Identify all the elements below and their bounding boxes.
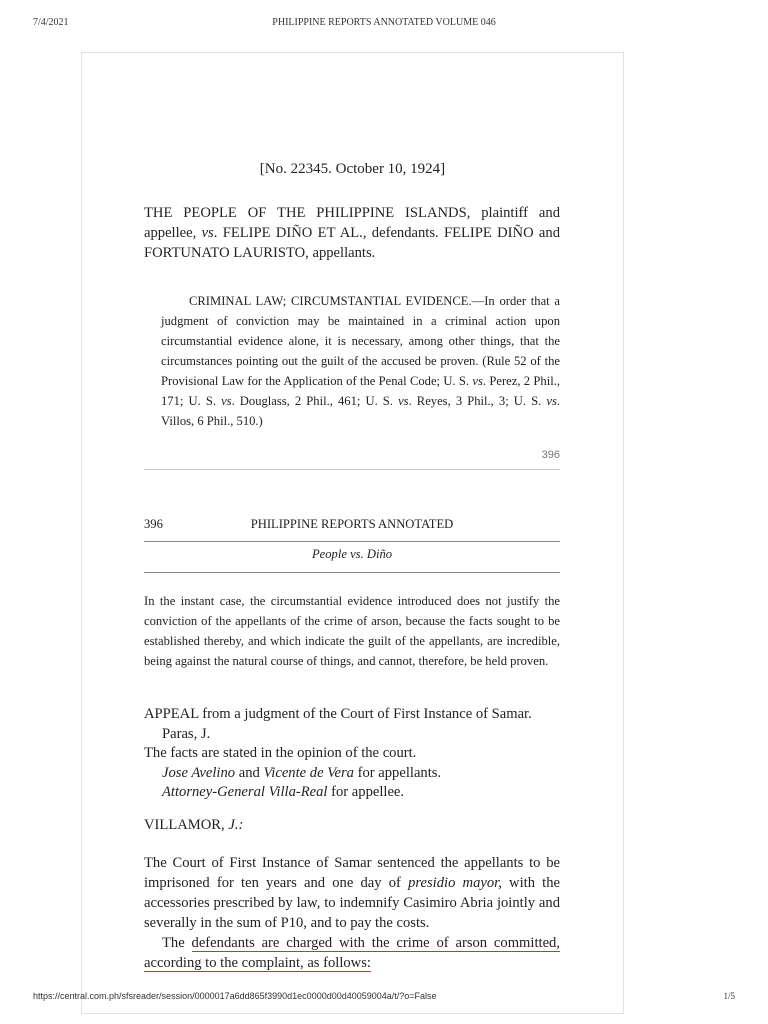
opinion-p2-a: The	[162, 935, 192, 951]
plaintiff-role: , plaintiff and appellee,	[144, 205, 560, 241]
case-summary: In the instant case, the circumstantial evidence introduced does not justify the conviction of the appellants of the crime of arson, because the facts sought to be established thereby, and which indicate the guilt of the appellants, are incredible, being against the natural course of things, and cannot, therefore, be held proven.	[144, 594, 560, 668]
page-divider	[144, 469, 560, 470]
opinion-text	[144, 853, 560, 973]
short-title-rule	[144, 572, 560, 573]
syllabus-text-5: . Villos, 6 Phil., 510.)	[161, 394, 561, 428]
appeal-line: APPEAL from a judgment of the Court of First Instance of Samar.	[144, 706, 532, 722]
ponente	[144, 817, 243, 834]
syllabus-vs-2: vs	[221, 394, 232, 408]
appeal-block	[144, 705, 560, 803]
facts-statement: The facts are stated in the opinion of the court.	[144, 745, 417, 761]
syllabus-text-4: . Reyes, 3 Phil., 3; U. S.	[408, 394, 547, 408]
highlighted-text[interactable]: defendants are charged with the crime of arson committed, according to the complaint, as follows:	[144, 935, 560, 971]
defendants-role: , defendants.	[362, 225, 444, 241]
page-number-marker: 396	[541, 449, 560, 461]
syllabus-text-1: In order that a judgment of conviction may be maintained in a criminal action upon circumstantial evidence alone, it is necessary, among other things, that the circumstances pointing out the guilt of the accused be proven. (Rule 52 of the Provisional Law for the Application of the Penal Code; U. S.	[161, 294, 560, 388]
syllabus-heading: CRIMINAL LAW; CIRCUMSTANTIAL EVIDENCE.—	[189, 294, 485, 308]
case-parties	[144, 203, 560, 263]
print-header	[33, 17, 735, 31]
appellants-name: FELIPE DIÑO and FORTUNATO LAURISTO	[144, 225, 560, 261]
counsel-appellee	[144, 783, 560, 803]
print-footer	[33, 991, 735, 1005]
syllabus	[161, 291, 560, 431]
print-date: 7/4/2021	[33, 17, 69, 28]
counsel-and: and	[235, 764, 264, 781]
defendants-name: FELIPE DIÑO ET AL.	[222, 225, 363, 241]
counsel-2: Vicente de Vera	[263, 764, 354, 781]
counsel-1: Jose Avelino	[162, 764, 236, 781]
syllabus-text-2: . Perez, 2 Phil., 171; U. S.	[161, 374, 560, 408]
judge-name: VILLAMOR,	[144, 817, 229, 833]
syllabus-vs-4: vs	[546, 394, 557, 408]
opinion-paragraph-2	[144, 933, 560, 973]
syllabus-text-3: . Douglass, 2 Phil., 461; U. S.	[231, 394, 399, 408]
opinion-p1-italic: presidio mayor,	[408, 875, 502, 891]
counsel-appellants	[144, 764, 560, 784]
running-head-rule	[144, 541, 560, 542]
syllabus-vs-3: vs	[398, 394, 409, 408]
document-page	[81, 52, 624, 1014]
versus-after: .	[213, 225, 223, 241]
opinion-p1-a: The Court of First Instance of Samar sentenced the appellants to be imprisoned for ten years and one day of	[144, 855, 560, 891]
trial-judge: Paras, J.	[162, 725, 211, 742]
running-head	[144, 517, 560, 535]
case-number: [No. 22345. October 10, 1924]	[259, 161, 446, 177]
judge-title: J.:	[228, 817, 244, 833]
opinion-p1-b: with the accessories prescribed by law, to indemnify Casimiro Abria jointly and severally in the sum of P10, and to pay the costs.	[144, 875, 561, 931]
versus: vs	[201, 225, 214, 241]
opinion-paragraph-1	[144, 853, 560, 933]
running-head-publication: PHILIPPINE REPORTS ANNOTATED	[250, 517, 454, 531]
print-page-count: 1/5	[723, 991, 735, 1001]
running-head-page-number: 396	[144, 517, 163, 531]
counsel-3: Attorney-General Villa-Real	[162, 784, 328, 800]
counsel-appellee-role: for appellee.	[327, 784, 405, 800]
print-url: https://central.com.ph/sfsreader/session/0000017a6dd865f3990d1ec0000d00d40059004a/t/?o=False	[33, 991, 437, 1001]
counsel-appellants-role: for appellants.	[353, 764, 442, 781]
print-title: PHILIPPINE REPORTS ANNOTATED VOLUME 046	[272, 17, 496, 28]
appellants-role: , appellants.	[305, 245, 376, 261]
short-title: People vs. Diño	[311, 547, 393, 561]
syllabus-vs-1: vs	[472, 374, 483, 388]
plaintiff-name: THE PEOPLE OF THE PHILIPPINE ISLANDS	[144, 205, 467, 221]
